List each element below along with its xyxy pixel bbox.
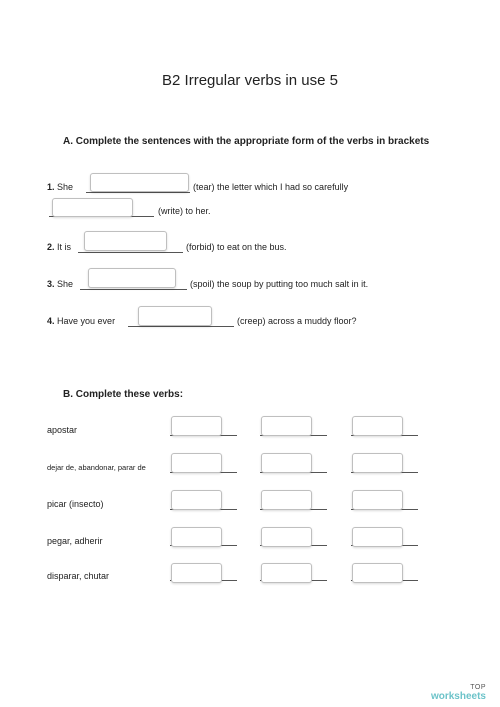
sentence-3-pre: She [57,279,74,289]
section-b-heading: B. Complete these verbs: [63,389,184,400]
verb-row-5-input-2[interactable] [261,563,312,583]
verb-row-1-input-1[interactable] [171,416,222,436]
sentence-4-pre: Have you ever [57,316,116,326]
answer-input-4[interactable] [138,306,212,326]
verb-row-4-input-2[interactable] [261,527,312,547]
sentence-3-post: (spoil) the soup by putting too much salt in it. [190,279,369,289]
answer-input-2[interactable] [84,231,167,251]
sentence-1-cont: (write) to her. [158,206,211,216]
sentence-2-post: (forbid) to eat on the bus. [186,242,287,252]
sentence-1 [47,182,73,192]
verb-row-3-input-1[interactable] [171,490,222,510]
logo-bottom-text: worksheets [430,691,486,702]
verb-row-4-label: pegar, adherir [47,536,103,546]
sentence-4-post: (creep) across a muddy floor? [237,316,357,326]
sentence-2-number: 2. [47,242,55,252]
verb-row-1-label: apostar [47,425,78,435]
verb-row-5-input-3[interactable] [352,563,403,583]
topworksheets-logo [431,683,486,701]
sentence-3-number: 3. [47,279,55,289]
section-a-heading: A. Complete the sentences with the appropriate form of the verbs in brackets [63,136,430,147]
answer-input-1b[interactable] [52,198,133,217]
answer-input-3[interactable] [88,268,176,288]
sentence-4 [47,316,115,326]
verb-row-2-input-1[interactable] [171,453,222,473]
sentence-1-post: (tear) the letter which I had so carefully [193,182,349,192]
verb-row-2-input-2[interactable] [261,453,312,473]
sentence-2-pre: It is [57,242,72,252]
sentence-1-number: 1. [47,182,55,192]
verb-row-3-input-3[interactable] [352,490,403,510]
page-title: B2 Irregular verbs in use 5 [162,72,338,89]
verb-row-5-input-1[interactable] [171,563,222,583]
sentence-4-number: 4. [47,316,55,326]
verb-row-2-input-3[interactable] [352,453,403,473]
verb-row-3-label: picar (insecto) [47,499,104,509]
sentence-2 [47,242,71,252]
answer-input-1a[interactable] [90,173,189,192]
logo-top-text: TOP [470,684,486,691]
verb-row-5-label: disparar, chutar [47,571,110,581]
sentence-3 [47,279,73,289]
sentence-1-pre: She [57,182,74,192]
verb-row-1-input-3[interactable] [352,416,403,436]
verb-row-4-input-3[interactable] [352,527,403,547]
verb-row-3-input-2[interactable] [261,490,312,510]
verb-row-1-input-2[interactable] [261,416,312,436]
verb-row-2-label: dejar de, abandonar, parar de [47,463,146,472]
verb-row-4-input-1[interactable] [171,527,222,547]
